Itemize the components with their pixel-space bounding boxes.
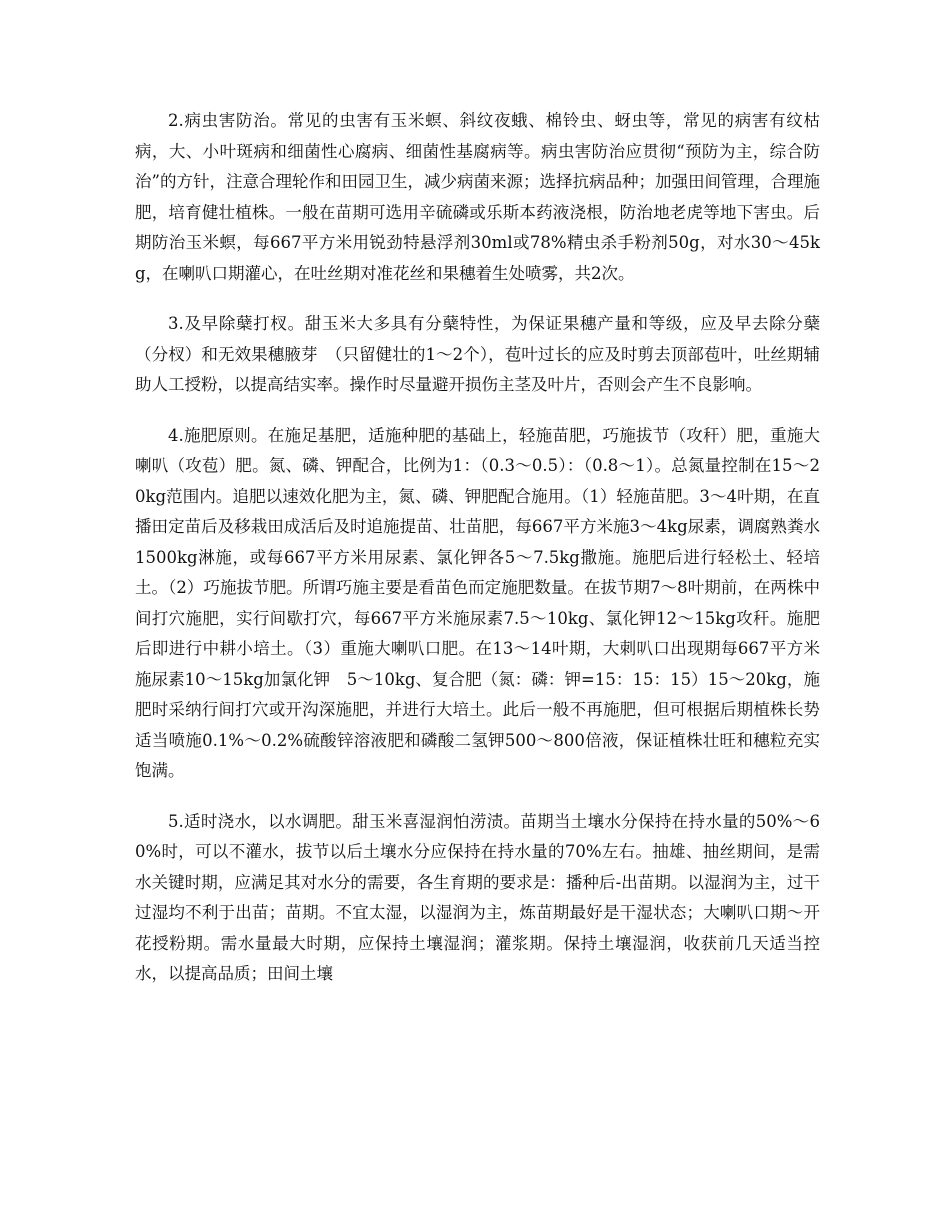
paragraph-fertilization: 4.施肥原则。在施足基肥，适施种肥的基础上，轻施苗肥，巧施拔节（攻秆）肥，重施大喇叭（攻苞）肥。氮、磷、钾配合，比例为1：（0.3～0.5）：（0.8～1）。总氮量控制在15～20kg范围内。追肥以速效化肥为主，氮、磷、钾肥配合施用。（1）轻施苗肥。3～4叶期，在直播田定苗后及移栽田成活后及时追施提苗、壮苗肥，每667平方米施3～4kg尿素，调腐熟粪水1500kg淋施，或每667平方米用尿素、氯化钾各5～7.5kg撒施。施肥后进行轻松土、轻培土。（2）巧施拔节肥。所谓巧施主要是看苗色而定施肥数量。在拔节期7～8叶期前，在两株中间打穴施肥，实行间歇打穴，每667平方米施尿素7.5～10kg、氯化钾12～15kg攻秆。施肥后即进行中耕小培土。（3）重施大喇叭口肥。在13～14叶期，大刺叭口出现期每667平方米施尿素10～15kg加氯化钾 5～10kg、复合肥（氮：磷：钾=15：15：15）15～20kg，施肥时采纳行间打穴或开沟深施肥，并进行大培土。此后一般不再施肥，但可根据后期植株长势适当喷施0.1%～0.2%硫酸锌溶液肥和磷酸二氢钾500～800倍液，保证植株壮旺和穗粒充实饱满。 bbox=[135, 425, 820, 780]
paragraph-irrigation: 5.适时浇水，以水调肥。甜玉米喜湿润怕涝渍。苗期当土壤水分保持在持水量的50%～60%时，可以不灌水，拔节以后土壤水分应保持在持水量的70%左右。抽雄、抽丝期间，是需水关键时期，应满足其对水分的需要，各生育期的要求是：播种后-出苗期。以湿润为主，过干过湿均不利于出苗；苗期。不宜太湿，以湿润为主，炼苗期最好是干湿状态；大喇叭口期～开花授粉期。需水量最大时期，应保持土壤湿润；灌浆期。保持土壤湿润，收获前几天适当控水，以提高品质；田间土壤 bbox=[135, 811, 820, 983]
paragraph-pest-control: 2.病虫害防治。常见的虫害有玉米螟、斜纹夜蛾、棉铃虫、蚜虫等，常见的病害有纹枯病，大、小叶斑病和细菌性心腐病、细菌性基腐病等。病虫害防治应贯彻“预防为主，综合防治”的方针，注意合理轮作和田园卫生，减少病菌来源；选择抗病品种；加强田间管理，合理施肥，培育健壮植株。一般在苗期可选用辛硫磷或乐斯本药液浇根，防治地老虎等地下害虫。后期防治玉米螟，每667平方米用锐劲特悬浮剂30ml或78%精虫杀手粉剂50g，对水30～45kg，在喇叭口期灌心，在吐丝期对准花丝和果穗着生处喷雾，共2次。 bbox=[135, 111, 820, 283]
paragraph-tiller-removal: 3.及早除蘖打杈。甜玉米大多具有分蘖特性，为保证果穗产量和等级，应及早去除分蘖（分杈）和无效果穗腋芽 （只留健壮的1～2个），苞叶过长的应及时剪去顶部苞叶，吐丝期辅助人工授粉，以提高结实率。操作时尽量避开损伤主茎及叶片，否则会产生不良影响。 bbox=[135, 314, 820, 394]
